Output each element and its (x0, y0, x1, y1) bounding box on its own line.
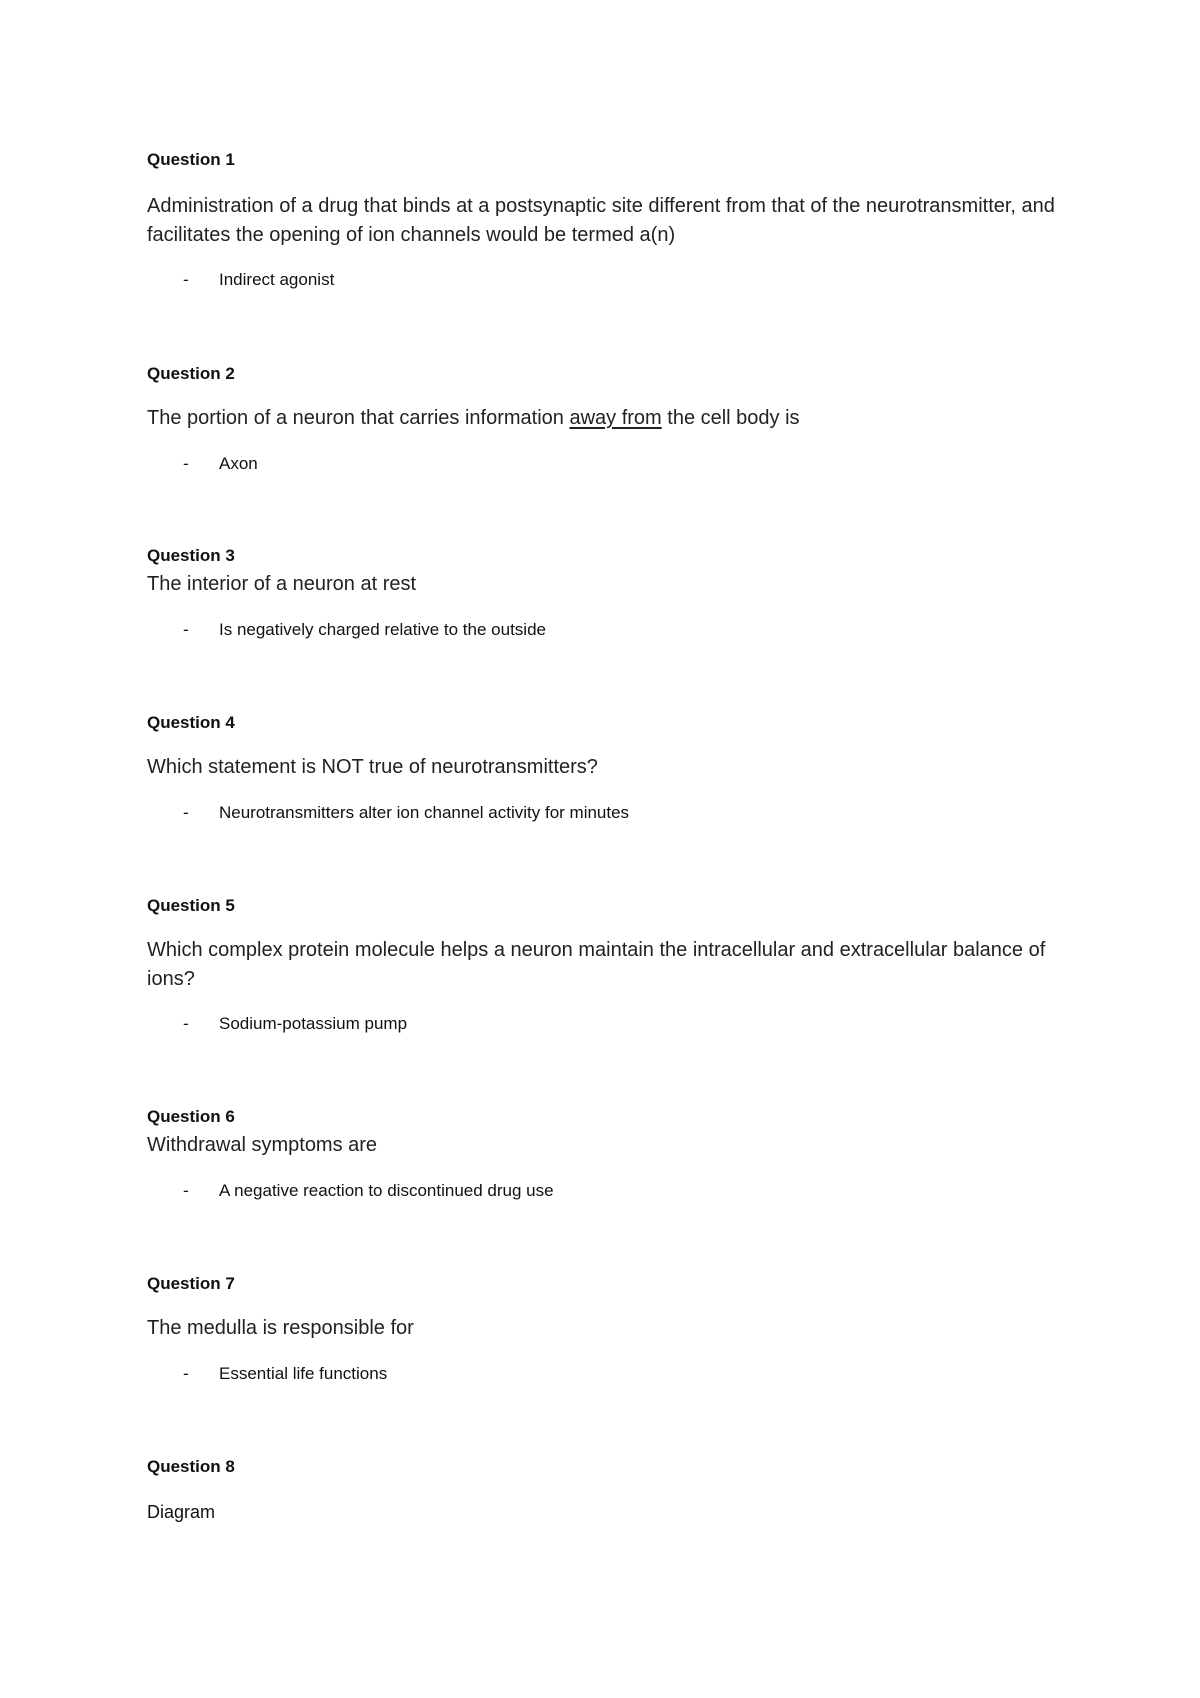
question-label: Question 2 (147, 364, 235, 383)
question-label: Question 4 (147, 713, 235, 732)
question-text: Which complex protein molecule helps a neuron maintain the intracellular and extracellular balance of ions? (147, 939, 1046, 990)
answer-bullet: - (183, 620, 189, 639)
question-label: Question 5 (147, 896, 235, 915)
question-2 (147, 364, 1077, 473)
question-text: Administration of a drug that binds at a postsynaptic site different from that of the neurotransmitter, and facilitates the opening of ion channels would be termed a(n) (147, 195, 1055, 246)
question-3 (147, 546, 1077, 639)
answer-text: Indirect agonist (219, 270, 335, 289)
answer-bullet: - (183, 1364, 189, 1383)
question-text-part: The portion of a neuron that carries information (147, 407, 570, 429)
answer (183, 803, 629, 823)
answer (183, 270, 334, 290)
question-5 (147, 896, 1077, 1033)
question-label: Question 8 (147, 1457, 235, 1476)
answer-text: Essential life functions (219, 1364, 388, 1383)
answer-text: Axon (219, 454, 258, 473)
question-label: Question 1 (147, 150, 235, 169)
question-text (147, 404, 1077, 433)
question-text: Withdrawal symptoms are (147, 1134, 378, 1156)
question-text: The interior of a neuron at rest (147, 573, 417, 595)
question-text-emphasis: away from (569, 407, 662, 429)
question-7 (147, 1274, 1077, 1383)
question-label: Question 7 (147, 1274, 235, 1293)
question-text: Which statement is NOT true of neurotransmitters? (147, 756, 598, 778)
answer (183, 1364, 387, 1384)
question-4 (147, 713, 1077, 822)
answer-bullet: - (183, 1181, 189, 1200)
question-8 (147, 1457, 1077, 1522)
answer (183, 1181, 554, 1201)
question-text: Diagram (147, 1502, 216, 1522)
answer (183, 454, 258, 474)
answer (183, 1014, 407, 1034)
answer-bullet: - (183, 803, 189, 822)
answer (183, 620, 546, 640)
answer-text: Sodium-potassium pump (219, 1014, 408, 1033)
answer-bullet: - (183, 1014, 189, 1033)
answer-text: Is negatively charged relative to the outside (219, 620, 546, 639)
answer-bullet: - (183, 270, 189, 289)
question-6 (147, 1107, 1077, 1200)
answer-text: Neurotransmitters alter ion channel activity for minutes (219, 803, 630, 822)
question-1 (147, 150, 1077, 289)
question-text-part: the cell body is (661, 407, 800, 429)
question-label: Question 3 (147, 546, 235, 565)
answer-bullet: - (183, 454, 189, 473)
question-label: Question 6 (147, 1107, 235, 1126)
answer-text: A negative reaction to discontinued drug use (219, 1181, 554, 1200)
question-text: The medulla is responsible for (147, 1317, 414, 1339)
